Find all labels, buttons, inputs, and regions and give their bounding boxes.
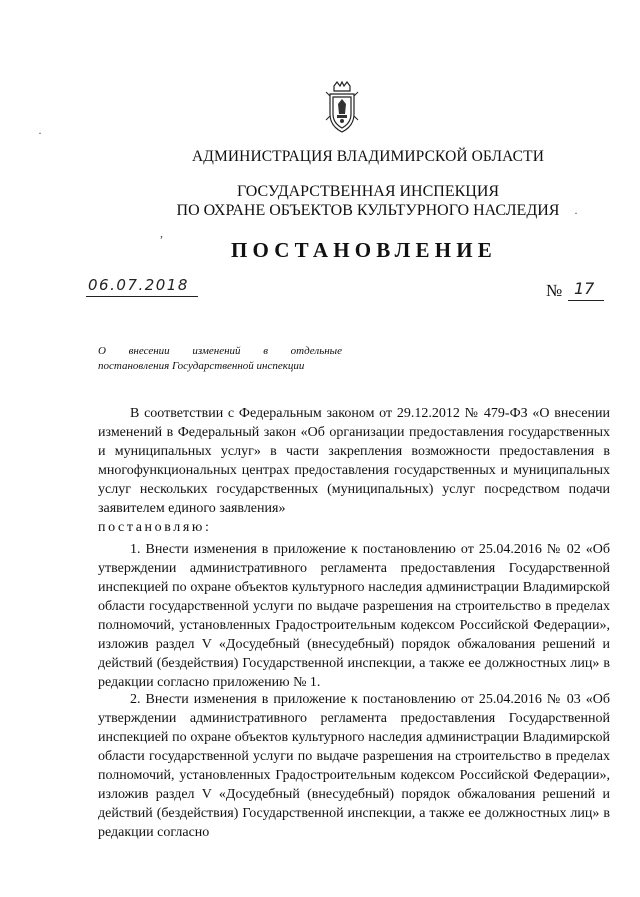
resolve-word: постановляю: <box>98 520 212 535</box>
coat-of-arms-emblem <box>320 80 364 136</box>
document-date: 06.07.2018 <box>88 276 189 294</box>
date-underline <box>86 296 198 297</box>
document-number-label: № <box>546 281 563 300</box>
scan-dot-left: , <box>160 226 163 240</box>
item-1-paragraph: 1. Внести изменения в приложение к постановлению от 25.04.2016 № 02 «Об утверждении административного регламента предоставления Государственной инспекцией по охране объектов культурного наследия администрации Владимирской области государственной услуги по выдаче разрешения на строительство в пределах полномочий, установленных Градостроительным кодексом Российской Федерации», изложив раздел V «Досудебный (внесудебный) порядок обжалования решений и действий (бездействия) Государственной инспекции, а также ее должностных лиц» в редакции согласно приложению № 1. <box>98 542 610 690</box>
inspection-heading-line1: ГОСУДАРСТВЕННАЯ ИНСПЕКЦИЯ <box>236 183 500 200</box>
administration-heading: АДМИНИСТРАЦИЯ ВЛАДИМИРСКОЙ ОБЛАСТИ <box>192 148 544 165</box>
scan-dot-right: · <box>574 206 578 220</box>
number-underline <box>568 300 604 301</box>
subject-line2: постановления Государственной инспекции <box>98 360 305 372</box>
inspection-heading-line2: ПО ОХРАНЕ ОБЪЕКТОВ КУЛЬТУРНОГО НАСЛЕДИЯ <box>176 202 560 219</box>
document-subject <box>98 344 342 374</box>
preamble-paragraph <box>98 404 610 537</box>
preamble-text: В соответствии с Федеральным законом от 29.12.2012 № 479-ФЗ «О внесении изменений в Федеральный закон «Об организации предоставления государственных и муниципальных услуг» в части закрепления возможности предоставления в многофункциональных центрах предоставления государственных и муниципальных услуг нескольких государственных (муниципальных) услуг посредством подачи заявителем единого заявления» <box>98 406 610 516</box>
subject-line1: О внесении изменений в отдельные <box>98 345 342 357</box>
item-2-paragraph: 2. Внести изменения в приложение к постановлению от 25.04.2016 № 03 «Об утверждении административного регламента предоставления Государственной инспекцией по охране объектов культурного наследия администрации Владимирской области государственной услуги по выдаче разрешения на строительство в пределах полномочий, установленных Градостроительным кодексом Российской Федерации», изложив раздел V «Досудебный (внесудебный) порядок обжалования решений и действий (бездействия) Государственной инспекции, а также ее должностных лиц» в редакции согласно <box>98 692 610 840</box>
document-number-value: 17 <box>574 279 595 298</box>
document-title: ПОСТАНОВЛЕНИЕ <box>230 238 498 262</box>
scan-dot-margin: · <box>38 126 42 140</box>
